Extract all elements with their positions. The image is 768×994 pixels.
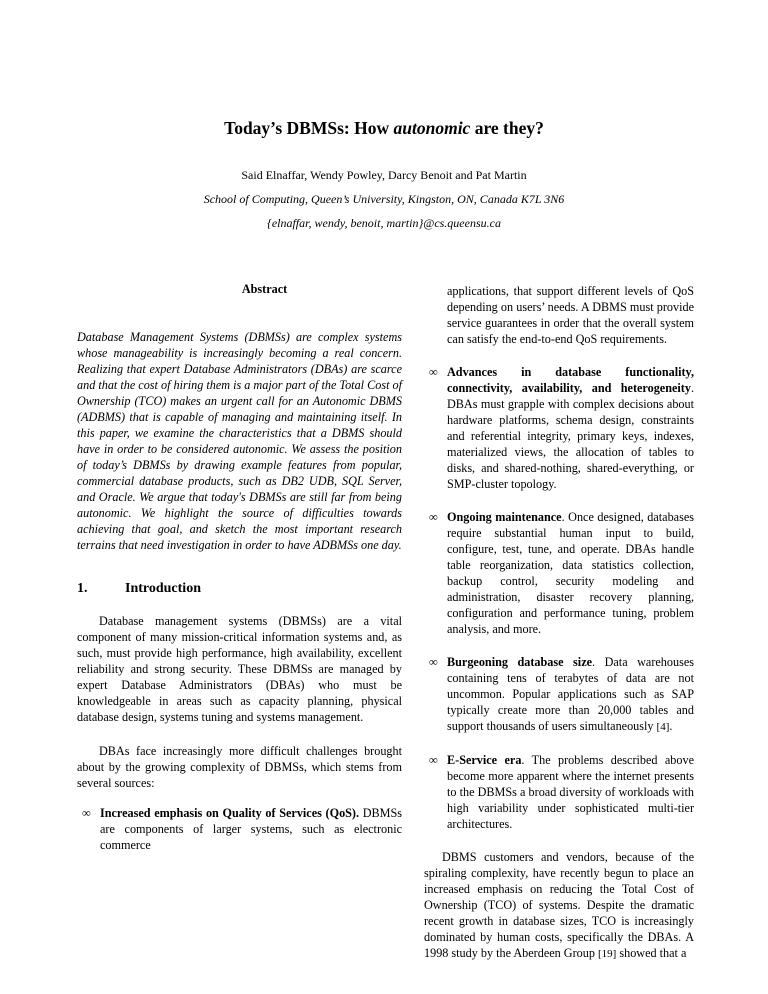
affiliation: School of Computing, Queen’s University, Kingston, ON, Canada K7L 3N6 — [203, 192, 565, 206]
email-addresses: {elnaffar, wendy, benoit, martin}@cs.queensu.ca — [267, 216, 501, 230]
section-title: Introduction — [125, 581, 201, 596]
citation: [19] — [597, 948, 617, 960]
paragraph: DBAs face increasingly more difficult challenges brought about by the growing complexity of DBMSs, which stems from several sources: — [77, 744, 402, 790]
list-item: ∞ Increased emphasis on Quality of Services (QoS). DBMSs are components of larger systems, such as electronic commerce — [77, 805, 402, 853]
list-item: ∞ E-Service era. The problems described above become more apparent where the internet presents to the DBMSs a broad diversity of workloads with high variability under sophisticated multi-tier architectures. — [424, 752, 694, 832]
paragraph: DBMS customers and vendors, because of the spiraling complexity, have recently begun to place an increased emphasis on reducing the Total Cost of Ownership (TCO) of systems. Despite the dramatic recent growth in database sizes, TCO is increasingly dominated by human costs, specifically the DBAs. A 1998 study by the Aberdeen Group [19] showed that a — [424, 850, 694, 960]
infinity-bullet-icon: ∞ — [429, 510, 438, 524]
section-heading-introduction — [77, 581, 402, 597]
left-column — [77, 281, 402, 869]
infinity-bullet-icon: ∞ — [429, 365, 438, 379]
list-item: ∞ Burgeoning database size. Data warehouses containing tens of terabytes of data are not uncommon. Popular applications such as SAP typically create more than 20,000 tables and support thousands of users simultaneously [4]. — [424, 654, 694, 735]
list-item: ∞ Ongoing maintenance. Once designed, databases require substantial human input to build, configure, test, tune, and operate. DBAs handle table reorganization, data statistics collection, backup control, security modeling and administration, disaster recovery planning, configuration and performance tuning, problem analysis, and more. — [424, 509, 694, 637]
list-item: ∞ Advances in database functionality, connectivity, availability, and heterogeneity. DBAs must grapple with complex decisions about hardware platforms, schema design, constraints and referential integrity, primary keys, indexes, materialized views, the allocation of tables to disks, and shared-nothing, shared-everything, or SMP-cluster topology. — [424, 364, 694, 492]
bullet-list — [77, 805, 402, 853]
abstract-heading: Abstract — [241, 282, 288, 296]
section-number: 1. — [77, 581, 88, 596]
infinity-bullet-icon: ∞ — [429, 753, 438, 767]
author-list: Said Elnaffar, Wendy Powley, Darcy Benoit and Pat Martin — [241, 168, 527, 182]
citation: [4] — [656, 721, 670, 733]
abstract-text: Database Management Systems (DBMSs) are complex systems whose manageability is increasingly becoming a real concern. Realizing that expert Database Administrators (DBAs) are scarce and that the cost of hiring them is a major part of the Total Cost of Ownership (TCO) makes an urgent call for an Autonomic DBMS (ADBMS) that is capable of managing and maintaining itself. In this paper, we examine the characteristics that a DBMS should have in order to be considered autonomic. We assess the position of today’s DBMSs by drawing example features from popular, commercial database products, such as DB2 UDB, SQL Server, and Oracle. We argue that today's DBMSs are still far from being autonomic. We highlight the source of difficulties towards achieving that goal, and sketch the most important research terrains that need investigation in order to have ADBMSs one day. — [77, 330, 402, 552]
infinity-bullet-icon: ∞ — [429, 655, 438, 669]
bullet-list — [424, 364, 694, 832]
list-item-continuation: applications, that support different levels of QoS depending on users’ needs. A DBMS must provide service guarantees in order that the overall system can satisfy the end-to-end QoS requirements. — [447, 284, 694, 346]
paper-title: Today’s DBMSs: How autonomic are they? — [224, 118, 544, 138]
infinity-bullet-icon: ∞ — [82, 806, 91, 820]
right-column — [424, 283, 694, 962]
paragraph: Database management systems (DBMSs) are a vital component of many mission-critical information systems and, as such, must provide high performance, high availability, excellent reliability and strong security. These DBMSs are managed by expert Database Administrators (DBAs) who must be knowledgeable in areas such as capacity planning, physical database design, systems tuning and systems management. — [77, 614, 402, 724]
